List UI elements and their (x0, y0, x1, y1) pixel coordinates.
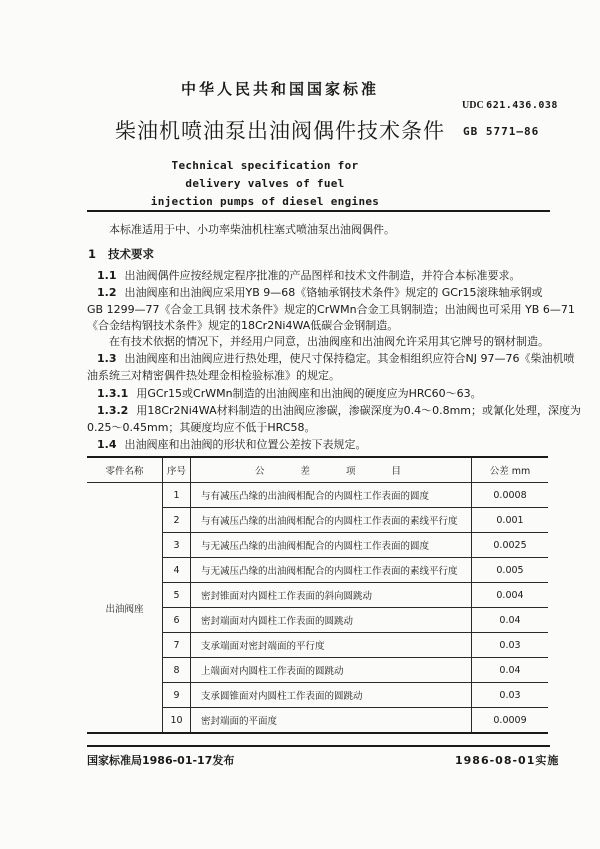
udc-code: 621.436.038 (486, 100, 558, 111)
clause-1-2-line2: GB 1299—77《合金工具钢 技术条件》规定的CrWMn合金工具钢制造；出油阀也可采用 YB 6—71 (87, 303, 575, 316)
item-cell: 上端面对内圆柱工作表面的圆跳动 (191, 658, 472, 683)
item-cell: 与无减压凸缘的出油阀相配合的内圆柱工作表面的素线平行度 (191, 558, 472, 583)
tolerance-cell: 0.04 (472, 608, 549, 633)
seq-cell: 10 (163, 708, 191, 734)
tolerance-cell: 0.04 (472, 658, 549, 683)
header-tolerance: 公差 mm (472, 457, 549, 483)
clause-note: 在有技术依据的情况下，并经用户同意，出油阀座和出油阀允许采用其它牌号的钢材制造。 (109, 335, 549, 348)
clause-1-3-1 (97, 386, 482, 402)
section-heading (88, 246, 154, 262)
part-name-cell: 出油阀座 (87, 483, 163, 734)
section-number: 1 (88, 247, 97, 261)
seq-cell: 1 (163, 483, 191, 508)
clause-1-3-2 (97, 403, 581, 419)
clause-1-2 (97, 285, 542, 301)
seq-cell: 2 (163, 508, 191, 533)
document-title-en (0, 157, 530, 211)
table-row (87, 483, 548, 508)
tolerance-cell: 0.001 (472, 508, 549, 533)
clause-text: 用GCr15或CrWMn制造的出油阀座和出油阀的硬度应为HRC60～63。 (136, 387, 482, 400)
item-cell: 支承端面对密封端面的平行度 (191, 633, 472, 658)
item-cell: 密封端面对内圆柱工作表面的圆跳动 (191, 608, 472, 633)
tolerance-cell: 0.0008 (472, 483, 549, 508)
tolerance-cell: 0.004 (472, 583, 549, 608)
item-cell: 与有减压凸缘的出油阀相配合的内圆柱工作表面的圆度 (191, 483, 472, 508)
item-cell: 密封锥面对内圆柱工作表面的斜向圆跳动 (191, 583, 472, 608)
tolerance-table (87, 456, 548, 734)
table-header-row (87, 457, 548, 483)
tolerance-cell: 0.0025 (472, 533, 549, 558)
tolerance-cell: 0.0009 (472, 708, 549, 734)
clause-text: 出油阀座和出油阀应采用YB 9—68《铬轴承钢技术条件》规定的 GCr15滚珠轴承钢或 (124, 286, 543, 299)
udc-number (462, 100, 558, 111)
clause-text: 出油阀座和出油阀应进行热处理，使尺寸保持稳定。其金相组织应符合NJ 97—76《柴油机喷 (124, 352, 575, 365)
effective-date: 1986-08-01实施 (455, 754, 560, 767)
seq-cell: 3 (163, 533, 191, 558)
footer-divider (87, 745, 550, 747)
item-cell: 密封端面的平面度 (191, 708, 472, 734)
header-divider (87, 210, 550, 212)
national-standard-heading: 中华人民共和国国家标准 (180, 80, 379, 98)
clause-number: 1.4 (97, 438, 117, 451)
tolerance-cell: 0.005 (472, 558, 549, 583)
clause-1-3 (97, 351, 574, 367)
seq-cell: 5 (163, 583, 191, 608)
title-en-line: delivery valves of fuel (185, 177, 345, 190)
clause-1-3-2-line2: 0.25～0.45mm；其硬度均应不低于HRC58。 (87, 421, 316, 434)
clause-number: 1.3 (97, 352, 117, 365)
clause-1-3-line2: 油系统三对精密偶件热处理金相检验标准》的规定。 (87, 369, 340, 382)
clause-text: 出油阀座和出油阀的形状和位置公差按下表规定。 (124, 438, 367, 451)
clause-number: 1.3.2 (97, 404, 129, 417)
item-cell: 与有减压凸缘的出油阀相配合的内圆柱工作表面的素线平行度 (191, 508, 472, 533)
seq-cell: 7 (163, 633, 191, 658)
header-part-name: 零件名称 (87, 457, 163, 483)
seq-cell: 9 (163, 683, 191, 708)
seq-cell: 6 (163, 608, 191, 633)
udc-label: UDC (462, 100, 484, 111)
title-en-line: Technical specification for (171, 159, 359, 172)
header-item: 公差项目 (191, 457, 472, 483)
header-seq: 序号 (163, 457, 191, 483)
issued-date: 国家标准局1986-01-17发布 (87, 754, 235, 767)
clause-number: 1.1 (97, 269, 117, 282)
title-en-line: injection pumps of diesel engines (150, 195, 380, 208)
standard-number: GB 5771—86 (463, 125, 540, 138)
clause-1-2-line3: 《合金结构钢技术条件》规定的18Cr2Ni4WA低碳合金钢制造。 (87, 319, 399, 332)
clause-text: 出油阀偶件应按经规定程序批准的产品图样和技术文件制造，并符合本标准要求。 (124, 269, 521, 282)
clause-number: 1.2 (97, 286, 117, 299)
document-title-cn: 柴油机喷油泵出油阀偶件技术条件 (115, 119, 445, 143)
seq-cell: 8 (163, 658, 191, 683)
item-cell: 与无减压凸缘的出油阀相配合的内圆柱工作表面的圆度 (191, 533, 472, 558)
section-title: 技术要求 (108, 247, 155, 261)
tolerance-cell: 0.03 (472, 633, 549, 658)
tolerance-cell: 0.03 (472, 683, 549, 708)
clause-1-1 (97, 268, 521, 284)
clause-1-4 (97, 437, 367, 453)
item-cell: 支承圆锥面对内圆柱工作表面的圆跳动 (191, 683, 472, 708)
clause-number: 1.3.1 (97, 387, 129, 400)
seq-cell: 4 (163, 558, 191, 583)
clause-text: 用18Cr2Ni4WA材料制造的出油阀应渗碳，渗碳深度为0.4～0.8mm；或氰化处理，深度为 (136, 404, 582, 417)
scope-paragraph: 本标准适用于中、小功率柴油机柱塞式喷油泵出油阀偶件。 (109, 223, 395, 236)
